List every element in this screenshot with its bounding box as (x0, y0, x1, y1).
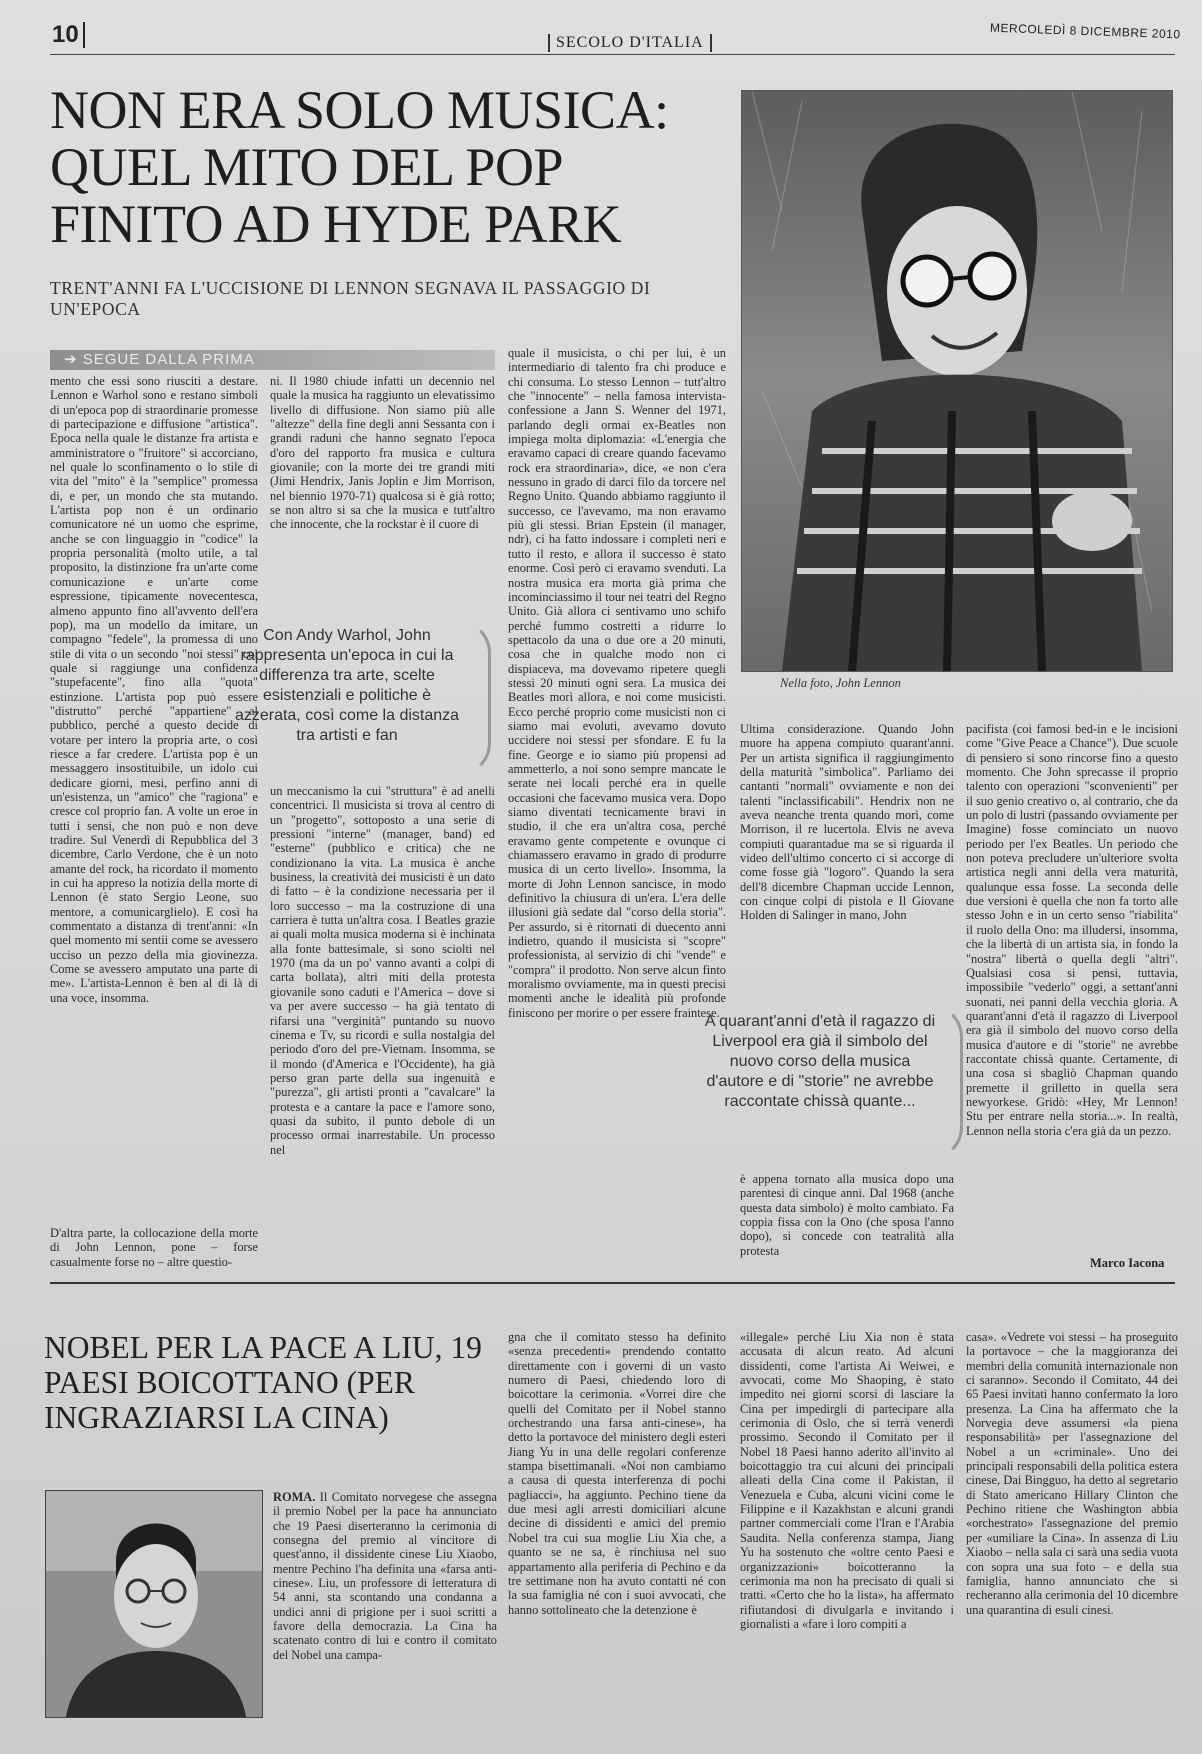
lennon-column-4a: Ultima considerazione. Quando John muore ha appena compiuto quarant'anni. Per un artista significa il raggiungimento della maturità "simbolica". Parliamo dei cantanti "normali" ovviamente e non dei talenti "inclassificabili". Hendrix non ne aveva neanche trenta quando morì, come Morrison, il re lucertola. Elvis ne aveva compiuti quarantadue ma se si riguarda il video dell'ultimo concerto ci si accorge di come fosse già "logoro". Quando la sera dell'8 dicembre Chapman uccide Lennon, con cinque colpi di pistola e Il Giovane Holden di Salinger in mano, John (740, 722, 954, 923)
header-rule (50, 54, 1175, 55)
nobel-dateline: ROMA. (273, 1490, 316, 1504)
lennon-photo-caption: Nella foto, John Lennon (780, 676, 901, 690)
lennon-column-2b: un meccanismo la cui "struttura" è ad anelli concentrici. Il musicista si trova al centro di un "progetto", sottoposto a una serie di pressioni "interne" (manager, band) ed "esterne" (pubblico e critica) che ne condizionano la vita. La musica è anche business, la creatività dei musicisti è un dato di fatto – è la condizione necessaria per il loro successo – ma la costruzione di una carriera è tutta un'altra cosa. I Beatles grazie ai quali molta musica moderna si è inchinata alla fonte battesimale, si sono sciolti nel 1970 (ma da un po' vanno avanti a colpi di carta bollata), altri miti della protesta giovanile sono caduti e l'America – dove si va per avere successo – ha già tentato di rifarsi una "verginità" puntando su nuovo cinema e Tv, su ricordi e sulla nostalgia del periodo d'oro del pre-Vietnam. Insomma, se il mondo (d'America e l'Occidente), ha già perso gran parte della sua ingenuità e "purezza", gli artisti pronti a "cavalcare" la protesta e a cantare la pace e l'amore sono, quasi da subito, il punto debole di un processo ormai inarrestabile. Un processo nel (270, 784, 495, 1157)
lennon-column-4b: è appena tornato alla musica dopo una parentesi di cinque anni. Dal 1968 (anche questa data simbolo) è molto cambiato. Fa coppia fissa con la Ono (che sposa l'anno dopo), si concede con teatralità alla protesta (740, 1172, 954, 1258)
segue-banner (50, 350, 495, 370)
lennon-column-3: quale il musicista, o chi per lui, è un intermediario di talento fra chi produce e chi consuma. Lo stesso Lennon – tutt'altro che "innocente" – nella famosa intervista-confessione a Jann S. Wenner del 1971, parlando degli ormai ex-Beatles non impiega molta diplomazia: «L'energia che eravamo capaci di creare quando facevamo rock era straordinaria», dice, «e non c'era nessuno in grado di darci filo da torcere nel Regno Unito. Quando abbiamo raggiunto il successo, ce l'avevamo, ma non eravamo più gli stessi. Brian Epstein (il manager, ndr), ci ha fatto indossare i completi neri e tutto il resto, e allora il successo è stato enorme. Così però ci eravamo svenduti. La nostra musica era morta già prima che incominciassimo il tour nei teatri del Regno Unito. Già allora ci sentivamo uno schifo perché fummo costretti a ridurre lo spettacolo da una o due ore a 20 minuti, cosa che in qualche modo non ci dispiaceva, ma dovevamo ripetere quegli stessi 20 minuti ogni sera. La musica dei Beatles morì allora, e noi come musicisti. Ecco perché proprio come musicisti non ci siamo mai evoluti, avevamo dovuto uccidere noi stessi per sfondare. E fu la fine. George e io siamo più propensi ad ammetterlo, a noi sono sempre mancate le serate nei locali perché era in quelle occasioni che facevamo musica vera. Dopo siamo diventati tecnicamente bravi in studio, il che era un'altra cosa, perché eravamo gente competente e ovunque ci chiamassero eravamo in grado di produrre musica di un certo livello». Insomma, la morte di John Lennon sancisce, in modo definitivo la chiusura di un'era. L'era delle illusioni già sedate dal "corso della storia". Per assurdo, si è ritornati di duecento anni indietro, quando il musicista si "scopre" professionista, al servizio di chi "vende" e "compra" il prodotto. Non serve alcun finto moralismo ovviamente, ma in questi precisi momenti anche le idealità più profonde finiscono per morire o per essere fraintese. (508, 346, 726, 1020)
liu-xiaobo-photo (45, 1490, 263, 1718)
lennon-column-1a: mento che essi sono riusciti a destare. Lennon e Warhol sono e restano simboli di un'epoca pop di straordinarie promesse di partecipazione e diffusione "artistica". Epoca nella quale le distanze fra artista e amministratore o "fruitore" si accorciano, nel quale lo sconfinamento o lo stile di vita del "mito" è la "semplice" promessa di, e per, un mondo che sta mutando. L'artista pop non è un ordinario comunicatore né un uomo che esprime, anche se con linguaggio in "codice" la propria personalità (molto utile, a tal proposito, la distinzione fra un'arte come comunicazione e un'arte come espressione, tipicamente novecentesca, almeno appunto fino all'avvento dell'era pop), ma un modello da imitare, un compagno "fedele", la promessa di uno stile di vita o un secondo "noi stessi" col quale si raggiunge una confidenza "stupefacente", fino alla "quota" estinzione. L'artista pop può essere "distrutto" perché "appartiene" al pubblico, perché a questo decide di votare per intero la propria arte, o così riesce a far credere. L'artista pop è un messaggero insostituibile, un idolo cui dedicare giorni, mesi, perfino anni di un'esistenza, un "amico" che "ragiona" e cresce col proprio fan. A volte un eroe in tutti i sensi, che non può e non deve tradire. Sul Venerdì di Repubblica del 3 dicembre, Carlo Verdone, che è un noto amante del rock, ha ricordato il momento in cui ha appreso la notizia della morte di Lennon (è stato Sergio Leone, suo mentore, a comunicarglielo). E così ha commentato a distanza di trent'anni: «In quel momento mi sentii come se avessero ucciso un pezzo della mia giovinezza. Come se avessero amputato una parte di me». L'artista-Lennon è ben al di là di una voce, insomma. (50, 374, 258, 1005)
nobel-column-1 (273, 1490, 497, 1718)
john-lennon-photo (741, 90, 1173, 672)
pull-quote-bracket-1 (458, 620, 491, 776)
arrow-right-icon: ➔ (64, 351, 83, 368)
liu-photo-image (46, 1491, 262, 1717)
lennon-column-1b: D'altra parte, la collocazione della morte di John Lennon, pone – forse casualmente forse no – altre questio- (50, 1226, 258, 1269)
pull-quote-bracket-2 (930, 1004, 963, 1160)
segue-label: SEGUE DALLA PRIMA (82, 351, 255, 368)
nobel-column-4: casa». «Vedrete voi stessi – ha proseguito la portavoce – che la maggioranza dei membri della comunità internazionale non ci saranno». Secondo il Comitato, 44 dei 65 Paesi invitati hanno confermato la loro presenza. La Cina ha affermato che la Norvegia deve assumersi «la piena responsabilità» per l'assegnazione del Nobel a un «criminale». Uno dei principali responsabili della politica estera cinese, Dai Bingguo, ha detto al segretario di Stato americano Hillary Clinton che Pechino ritiene che Washington abbia «orchestrato» l'assegnazione del premio per «umiliare la Cina». In assenza di Liu Xiaobo – nella sala ci sarà una sedia vuota con sopra una sua foto – e della sua famiglia, hanno annunciato che si recheranno alla cerimonia del 10 dicembre una quarantina di esuli cinesi. (966, 1330, 1178, 1617)
issue-date: MERCOLEDÌ 8 DICEMBRE 2010 (989, 20, 1181, 42)
pull-quote-warhol: Con Andy Warhol, John rappresenta un'epoca in cui la differenza tra arte, scelte esistenziali e politiche è azzerata, così come la distanza tra artisti e fan (234, 627, 460, 744)
nobel-column-2: gna che il comitato stesso ha definito «senza precedenti» prendendo contatto direttamente con i governi di un vasto numero di Paesi, chiedendo loro di boicottare la cerimonia. «Vorrei dire che quelli del Comitato per il Nobel stanno orchestrando una farsa anti-cinese», ha detto la portavoce del ministero degli esteri Jiang Yu in una delle regolari conferenze stampa bisettimanali. «Noi non cambiamo a causa di questa interferenza di pochi pagliacci», ha aggiunto. Pechino tiene da due mesi agli arresti domiciliari alcune decine di dissidenti e amici del premio Nobel tra cui sua moglie Liu Xia che, a quanto se ne sa, è rinchiusa nel suo appartamento alla periferia di Pechino e da tre settimane non ha avuto contatti né con la sua famiglia né con i suoi avvocati, che hanno sottolineato che la detenzione è (508, 1330, 726, 1617)
lennon-column-5: pacifista (coi famosi bed-in e le incisioni come "Give Peace a Chance"). Due scuole di pensiero si sono rincorse fino a questo momento. Che John sprecasse il proprio talento con operazioni "sconvenienti" per il suo genio creativo o, al contrario, che da un polo di lustri (passando ovviamente per Imagine) fosse cominciato un nuovo periodo per l'ex Beatles. Un periodo che non poteva precludere un'ulteriore svolta artistica negli anni della vera maturità, qualunque essa fosse. La seconda delle due versioni è quella che non fa torto alle stesso John e in un certo senso "riabilita" il ruolo della Ono: ma illudersi, insomma, che la libertà di un artista sia, in fondo la "nostra" libertà o quella degli "altri". Qualsiasi cosa si pensi, tuttavia, impossibile "vederlo" oggi, a settant'anni suonati, nei panni della vecchia gloria. A quarant'anni d'età il ragazzo di Liverpool era già il simbolo del nuovo corso della musica d'autore e di "storie" ne avrebbe raccontate chissà quante. Certamente, di una cosa si sbagliò Chapman quando premette il grilletto in quella sera newyorkese. Gridò: «Hey, Mr Lennon! Stu per entrare nella storia...». In realtà, Lennon nella storia c'era già da un pezzo. (966, 722, 1178, 1138)
lennon-deck: TRENT'ANNI FA L'UCCISIONE DI LENNON SEGNAVA IL PASSAGGIO DI UN'EPOCA (50, 278, 651, 319)
lennon-headline: NON ERA SOLO MUSICA: QUEL MITO DEL POP FINITO AD HYDE PARK (50, 80, 669, 254)
nobel-headline: NOBEL PER LA PACE A LIU, 19 PAESI BOICOTTANO (PER INGRAZIARSI LA CINA) (44, 1330, 482, 1435)
article-divider (50, 1282, 1175, 1284)
nobel-column-3: «illegale» perché Liu Xia non è stata accusata di alcun reato. Ad alcuni dissidenti, come l'artista Ai Weiwei, e avvocati, come Mo Shaoping, è stato impedito nei giorni scorsi di lasciare la Cina per impedirgli di partecipare alla cerimonia di Oslo, che si terrà venerdì prossimo. Secondo il Comitato per il Nobel 18 Paesi hanno aderito all'invito al boicottaggio tra cui alcuni dei principali alleati della Cina come il Pakistan, il Venezuela e Cuba, alcuni vicini come le Filippine e il Kazakhstan e alcuni grandi partner commerciali come l'Iran e l'Arabia Saudita. Nella conferenza stampa, Jiang Yu ha sostenuto che «oltre cento Paesi e organizzazioni» boicotteranno la cerimonia ma non ha precisato di quali si tratti. «Certo che ho la lista», ha affermato rifiutandosi di divulgarla e invitando i giornalisti a «fare i loro compiti a (740, 1330, 954, 1631)
byline-author: Marco Iacona (1090, 1256, 1165, 1270)
pull-quote-liverpool: A quarant'anni d'età il ragazzo di Liverpool era già il simbolo del nuovo corso della musica d'autore e di "storie" ne avrebbe raccontate chissà quante... (704, 1013, 936, 1110)
page-number: 10 (52, 22, 85, 48)
lennon-column-2a: ni. Il 1980 chiude infatti un decennio nel quale la musica ha raggiunto un elevatissimo livello di diffusione. Non siamo più alle "altezze" della fine degli anni Sessanta con i grandi raduni che hanno segnato l'epoca d'oro del rapporto fra musica e cultura giovanile; con la morte dei tre grandi miti (Jimi Hendrix, Janis Joplin e Jim Morrison, nel biennio 1970-71) qualcosa si è già rotto; se non altro si sa che la musica e tutt'altro che innocente, che la rockstar è il cuore di (270, 374, 495, 532)
lennon-photo-image (742, 91, 1172, 671)
newspaper-masthead: SECOLO D'ITALIA (548, 34, 712, 52)
nobel-column-1-text: Il Comitato norvegese che assegna il premio Nobel per la pace ha annunciato che 19 Paesi diserteranno la cerimonia di consegna del premio al vincitore di quest'anno, il dissidente cinese Liu Xiaobo, mentre Pechino l'ha definita una «farsa anti-cinese». Liu, un professore di letteratura di 54 anni, sta scontando una condanna a undici anni di prigione per i suoi scritti a favore della democrazia. La Cina ha scatenato contro di lui e contro il comitato del Nobel una campa- (273, 1490, 497, 1662)
